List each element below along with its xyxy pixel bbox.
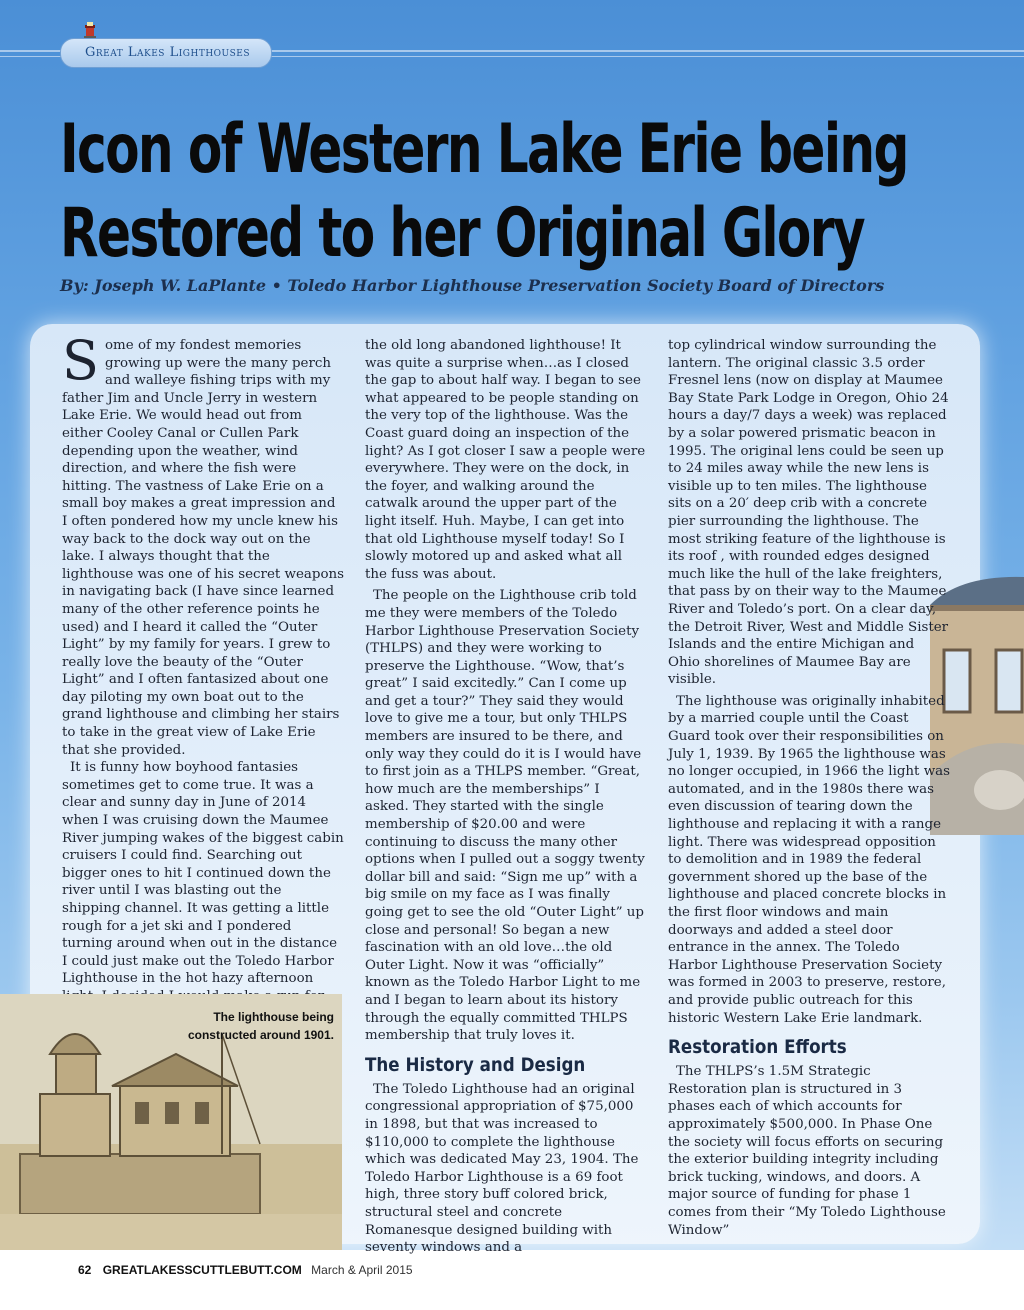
paragraph: The people on the Lighthouse crib told me they were members of the Toledo Harbor Lighthouse Preservation Society (THLPS) and they were working to preserve the Lighthouse. “Wow, that’s great” I said excitedly.” Can I come up and get a tour?” They said they would love to give me a tour, but only THLPS members are insured to be there, and only way they could do it is I would have to first join as a THLPS member. “Great, how much are the memberships” I asked. They started with the single membership of $20.00 and were continuing to discuss the many other options when I pulled out a soggy twenty dollar bill and said: “Sign me up” with a big smile on my face as I was finally going get to see the old “Outer Light” up close and personal! So began a new fascination with an old love…the old Outer Light. Now it was “officially” known as the Toledo Harbor Light to me and I began to learn about its history through the equally committed THLPS membership that truly loves it. [365, 588, 645, 1044]
drop-cap: S [62, 329, 99, 392]
footer-site: GREATLAKESSCUTTLEBUTT.COM [102, 1263, 302, 1277]
paragraph: The THLPS’s 1.5M Strategic Restoration plan is structured in 3 phases each of which accounts for approximately $500,000. In Phase One the society will focus efforts on securing the exterior building integrity including brick tucking, windows, and doors. A major source of funding for phase 1 comes from their “My Toledo Lighthouse Window” [668, 1064, 946, 1238]
article-column-3 [668, 337, 950, 1239]
section-heading-history: The History and Design [365, 1053, 586, 1076]
article-column-2 [365, 337, 647, 1257]
page-number: 62 [78, 1263, 92, 1277]
section-label: Great Lakes Lighthouses [85, 45, 251, 60]
section-heading-restoration: Restoration Efforts [668, 1036, 847, 1059]
paragraph: top cylindrical window surrounding the lantern. The original classic 3.5 order Fresnel lens (now on display at Maumee Bay State Park Lodge in Oregon, Ohio 24 hours a day/7 days a week) was replaced by a solar powered prismatic beacon in 1995. The original lens could be seen up to 24 miles away while the new lens is visible up to ten miles. The lighthouse sits on a 20′ deep crib with a concrete pier surrounding the lighthouse. The most striking feature of the lighthouse is its roof , with rounded edges designed much like the hull of the lake freighters, that pass by on their way to the Maumee River and Toledo’s port. On a clear day, the Detroit River, West and Middle Sister Islands and the entire Michigan and Ohio shorelines of Maumee Bay are visible. [668, 338, 949, 688]
paragraph: the old long abandoned lighthouse! It was quite a surprise when…as I closed the gap to about half way. I began to see what appeared to be people standing on the very top of the lighthouse. Was the Coast guard doing an inspection of the light? As I got closer I saw a people were everywhere. They were on the dock, in the foyer, and walking around the catwalk around the upper part of the light itself. Huh. Maybe, I can get into that old Lighthouse myself today! So I slowly motored up and asked what all the fuss was about. [365, 338, 646, 582]
footer-issue-date: March & April 2015 [311, 1263, 413, 1277]
page-footer [78, 1263, 413, 1277]
article-title: Icon of Western Lake Erie being Restored to her Original Glory [60, 110, 908, 273]
paragraph: The lighthouse was originally inhabited by a married couple until the Coast Guard took over their responsibilities on July 1, 1939. By 1965 the lighthouse was no longer occupied, in 1966 the light was automated, and in the 1980s there was even discussion of tearing down the lighthouse and replacing it with a range light. There was widespread opposition to demolition and in 1989 the federal government shored up the base of the lighthouse and placed concrete blocks in the first floor windows and main doorways and added a steel door entrance in the annex. The Toledo Harbor Lighthouse Preservation Society was formed in 2003 to preserve, restore, and provide public outreach for this historic Western Lake Erie landmark. [668, 693, 951, 1026]
article-column-1 [62, 329, 345, 1006]
paragraph: It is funny how boyhood fantasies sometimes get to come true. It was a clear and sunny day in June of 2014 when I was cruising down the Maumee River jumping wakes of the biggest cabin cruisers I could find. Searching out bigger ones to hit I continued down the river until I was blasting out the shipping channel. It was getting a little rough for a jet ski and I pondered turning around when out in the distance I could just make out the Toledo Harbor Lighthouse in the hot hazy afternoon [62, 760, 344, 987]
photo-caption: The lighthouse being constructed around 1901. [187, 1010, 334, 1042]
section-tab [60, 38, 272, 68]
article-byline: By: Joseph W. LaPlante • Toledo Harbor Lighthouse Preservation Society Board of Directors [60, 276, 885, 295]
lighthouse-icon [80, 20, 100, 40]
historic-lighthouse-photo [0, 994, 342, 1250]
paragraph: The Toledo Lighthouse had an original congressional appropriation of $75,000 in 1898, but that was increased to $110,000 to complete the lighthouse which was dedicated May 23, 1904. The Toledo Harbor Lighthouse is a 69 foot high, three story buff colored brick, structural steel and concrete Romanesque designed building with seventy windows and a [365, 1081, 639, 1256]
paragraph: ome of my fondest memories growing up were the many perch and walleye fishing trips with my father Jim and Uncle Jerry in western Lake Erie. We would head out from either Cooley Canal or Cullen Park depending upon the weather, wind direction, and where the fish were hitting. The vastness of Lake Erie on a small boy makes a great impression and I often pondered how my uncle knew his way back to the dock way out on the lake. I always thought that the lighthouse was one of his secret weapons in navigating back (I have since learned many of the other reference points he used) and I heard it called the “Outer Light” by my family for years. I grew to really love the beauty of the “Outer Light” and I often fantasized about one day piloting my own boat out to the grand lighthouse and climbing her stairs to take in the great view of Lake Erie that she provided. [62, 338, 345, 758]
